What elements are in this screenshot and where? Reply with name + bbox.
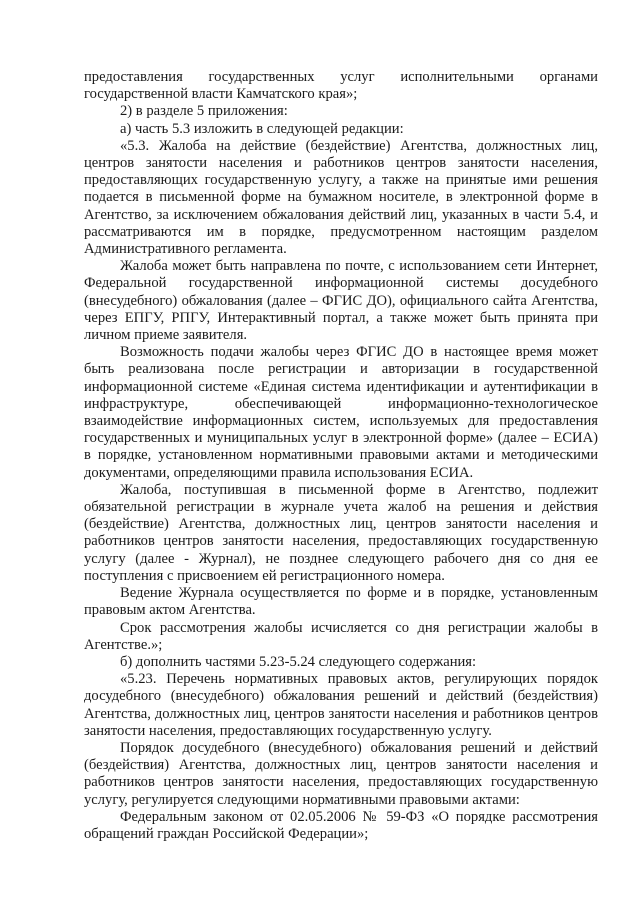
paragraph-federal-law: Федеральным законом от 02.05.2006 № 59-ФЗ «О порядке рассмотрения обращений граждан Российской Федерации»; bbox=[84, 808, 598, 842]
paragraph-registration: Жалоба, поступившая в письменной форме в Агентство, подлежит обязательной регистрации в журнале учета жалоб на решения и действия (бездействие) Агентства, должностных лиц, центров занятости населения и работников центров занятости населения, предоставляющих государственную услугу (далее - Журнал), не позднее следующего рабочего дня со дня ее поступления с присвоением ей регистрационного номера. bbox=[84, 481, 598, 584]
paragraph-item-2: 2) в разделе 5 приложения: bbox=[120, 103, 288, 120]
paragraph-fgis-do: Возможность подачи жалобы через ФГИС ДО в настоящее время может быть реализована после регистрации и авторизации в государственной информационной системе «Единая система идентификации и аутентификации в инфраструктуре, обеспечивающей информационно-технологическое взаимодействие информационных систем, используемых для предоставления государственных и муниципальных услуг в электронной форме» (далее – ЕСИА) в порядке, установленном нормативными правовыми актами и методическими документами, определяющими правила использования ЕСИА. bbox=[84, 344, 598, 481]
document-page bbox=[84, 69, 598, 843]
paragraph-item-a: а) часть 5.3 изложить в следующей редакции: bbox=[120, 120, 404, 137]
paragraph-5-23: «5.23. Перечень нормативных правовых актов, регулирующих порядок досудебного (внесудебного) обжалования решений и действий (бездействия) Агентства, должностных лиц, центров занятости населения и работников центров занятости населения, предоставляющих государственную услугу. bbox=[84, 671, 598, 739]
paragraph-procedure: Порядок досудебного (внесудебного) обжалования решений и действий (бездействия) Агентства, должностных лиц, центров занятости населения и работников центров занятости населения, предоставляющих государственную услугу, регулируется следующими нормативными правовыми актами: bbox=[84, 739, 598, 808]
paragraph-item-b: б) дополнить частями 5.23-5.24 следующего содержания: bbox=[120, 653, 477, 670]
paragraph-complaint-channels: Жалоба может быть направлена по почте, с использованием сети Интернет, Федеральной государственной информационной системы досудебного (внесудебного) обжалования (далее – ФГИС ДО), официального сайта Агентства, через ЕПГУ, РПГУ, Интерактивный портал, а также может быть принята при личном приеме заявителя. bbox=[84, 258, 598, 344]
paragraph-5-3: «5.3. Жалоба на действие (бездействие) Агентства, должностных лиц, центров занятости населения и работников центров занятости населения, предоставляющих государственную услугу, а также на принятые ими решения подается в письменной форме на бумажном носителе, в электронной форме в Агентство, за исключением обжалования действий лиц, указанных в части 5.4, и рассматриваются им в порядке, предусмотренном настоящим разделом Административного регламента. bbox=[84, 137, 598, 258]
paragraph-journal: Ведение Журнала осуществляется по форме и в порядке, установленным правовым актом Агентства. bbox=[84, 585, 598, 619]
paragraph-continuation: предоставления государственных услуг исполнительными органами государственной власти Камчатского края»; bbox=[84, 69, 598, 103]
paragraph-term: Срок рассмотрения жалобы исчисляется со дня регистрации жалобы в Агентстве.»; bbox=[84, 619, 598, 653]
